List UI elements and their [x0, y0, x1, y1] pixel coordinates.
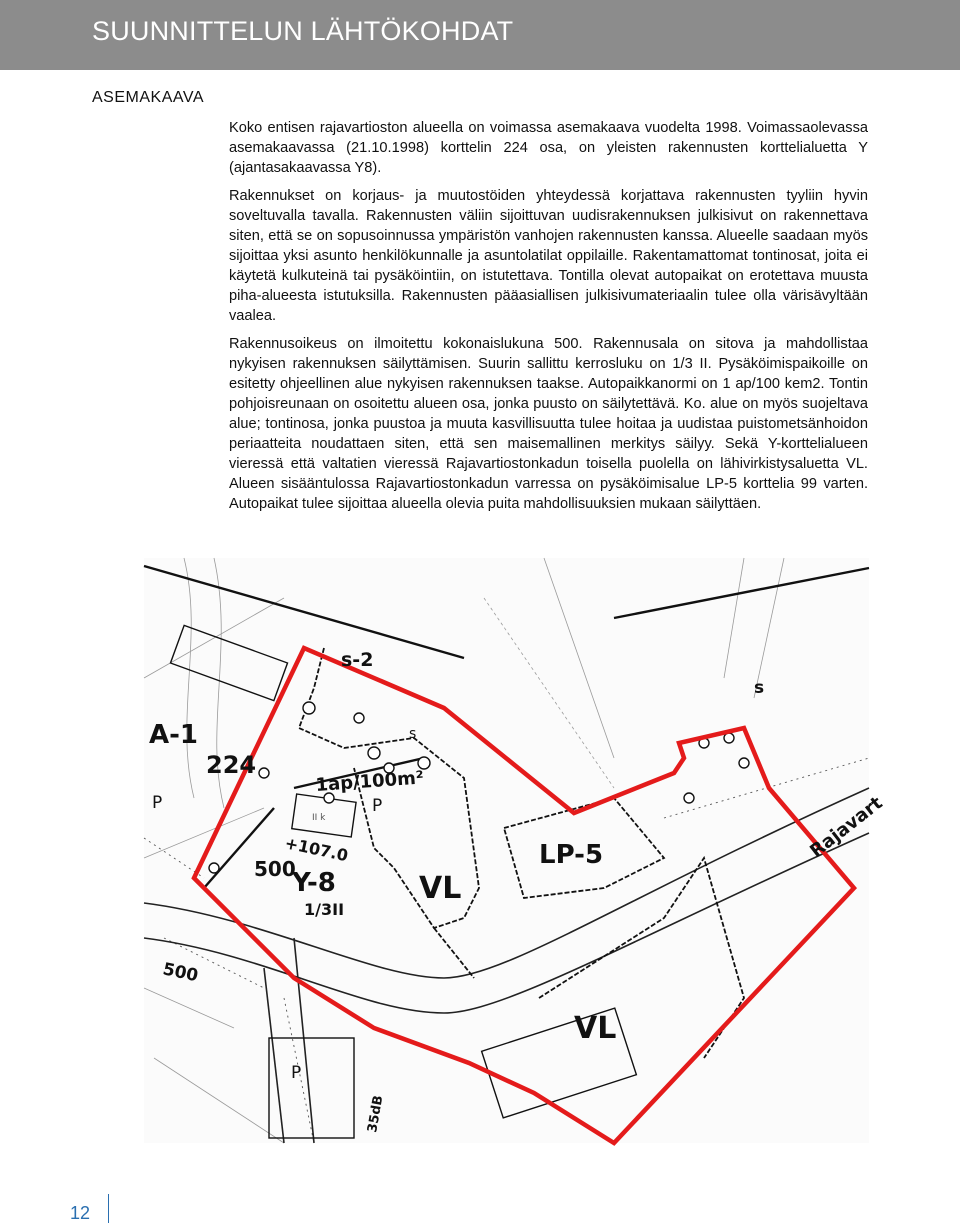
page-header-title: SUUNNITTELUN LÄHTÖKOHDAT	[92, 16, 514, 46]
label-p-bottom: P	[291, 1063, 302, 1083]
zoning-map-figure	[144, 558, 887, 1143]
label-parking-norm: 1ap/100m²	[314, 767, 425, 796]
label-floors: 1/3II	[304, 900, 345, 919]
label-street: Rajavart	[806, 792, 887, 862]
paragraph-3: Rakennusoikeus on ilmoitettu kokonaislukuna 500. Rakennusala on sitova ja mahdollistaa nykyisen rakennuksen säilyttämisen. Suurin sallittu kerrosluku on 1/3 II. Pysäköimispaikoille on esitetty ohjeellinen alue nykyisen rakennuksen taakse. Autopaikkanormi on 1 ap/100 kem2. Tontin pohjoisreunaan on osoitettu alueen osa, jonka puusto on säilytettävä. Ko. alue on myös suojeltava alue; tontinosa, jonka puustoa ja muuta kasvillisuutta tulee hoitaa ja uudistaa puistometsänhoidon periaatteita noudattaen siten, että sen maisemallinen merkitys säilyy. Sekä Y-korttelialueen vieressä että valtatien vieressä Rajavartiostonkadun toisella puolella on lähivirkistysaluetta VL. Alueen sisääntulossa Rajavartiostonkadun varressa on pysäköimisalue LP-5 korttelia 99 varten. Autopaikat tulee sijoittaa alueella olevia puita mahdollisuuksien mukaan säilyttäen.	[229, 336, 868, 512]
label-area-500-left: 500	[160, 959, 200, 987]
label-vl-1: VL	[419, 871, 462, 906]
label-s-top: s	[754, 678, 765, 698]
label-block-a1: A-1	[149, 720, 199, 750]
map-vl-outlines	[299, 648, 744, 1058]
label-vl-2: VL	[574, 1011, 617, 1046]
map-labels	[149, 649, 887, 1134]
label-s2: s-2	[341, 649, 374, 671]
map-dotted-lines	[144, 758, 869, 1143]
label-s-small: s	[409, 726, 417, 742]
section-heading: ASEMAKAAVA	[92, 89, 204, 106]
page-number-divider	[108, 1194, 109, 1223]
page-header	[0, 0, 960, 70]
label-elevation: +107.0	[283, 833, 350, 866]
paragraph-2: Rakennukset on korjaus- ja muutostöiden yhteydessä korjattava rakennusten tyyliin hyvin soveltuvalla tavalla. Rakennusten väliin sijoittuvan uudisrakennuksen julkisivut on rakennettava siten, että se on sopusoinnussa ympäristön vanhojen rakennusten kanssa. Alueelle saadaan myös sijoittaa yksi asunto henkilökunnalle ja asuntolatilat oppilaille. Rakentamattomat tontinosat, joita ei käytetä kulkuteinä tai pysäköintiin, on istutettava. Tontilla olevat autopaikat on erotettava muusta piha-alueesta istutuksilla. Rakennusten pääasiallisen julkisivumateriaalin tulee olla värisävyltään vaalea.	[229, 188, 868, 324]
zoning-map-svg	[144, 558, 887, 1143]
label-ii-k: II k	[312, 813, 326, 823]
label-plot-35db: 35dB	[365, 1094, 387, 1134]
map-road	[144, 788, 869, 1143]
label-block-224: 224	[206, 751, 257, 779]
label-lp5: LP-5	[539, 840, 604, 870]
page-number: 12	[70, 1203, 91, 1223]
label-p-left: P	[152, 793, 163, 813]
body-text	[229, 118, 868, 522]
label-area-500: 500	[254, 857, 296, 881]
label-zone-y8: Y-8	[292, 868, 336, 898]
paragraph-1: Koko entisen rajavartioston alueella on voimassa asemakaava vuodelta 1998. Voimassaolevassa asemakaavassa (21.10.1998) korttelin 224 osa, on yleisten rakennusten korttelialuetta Y (ajantasakaavassa Y8).	[229, 120, 868, 176]
label-p-mid: P	[372, 796, 383, 816]
